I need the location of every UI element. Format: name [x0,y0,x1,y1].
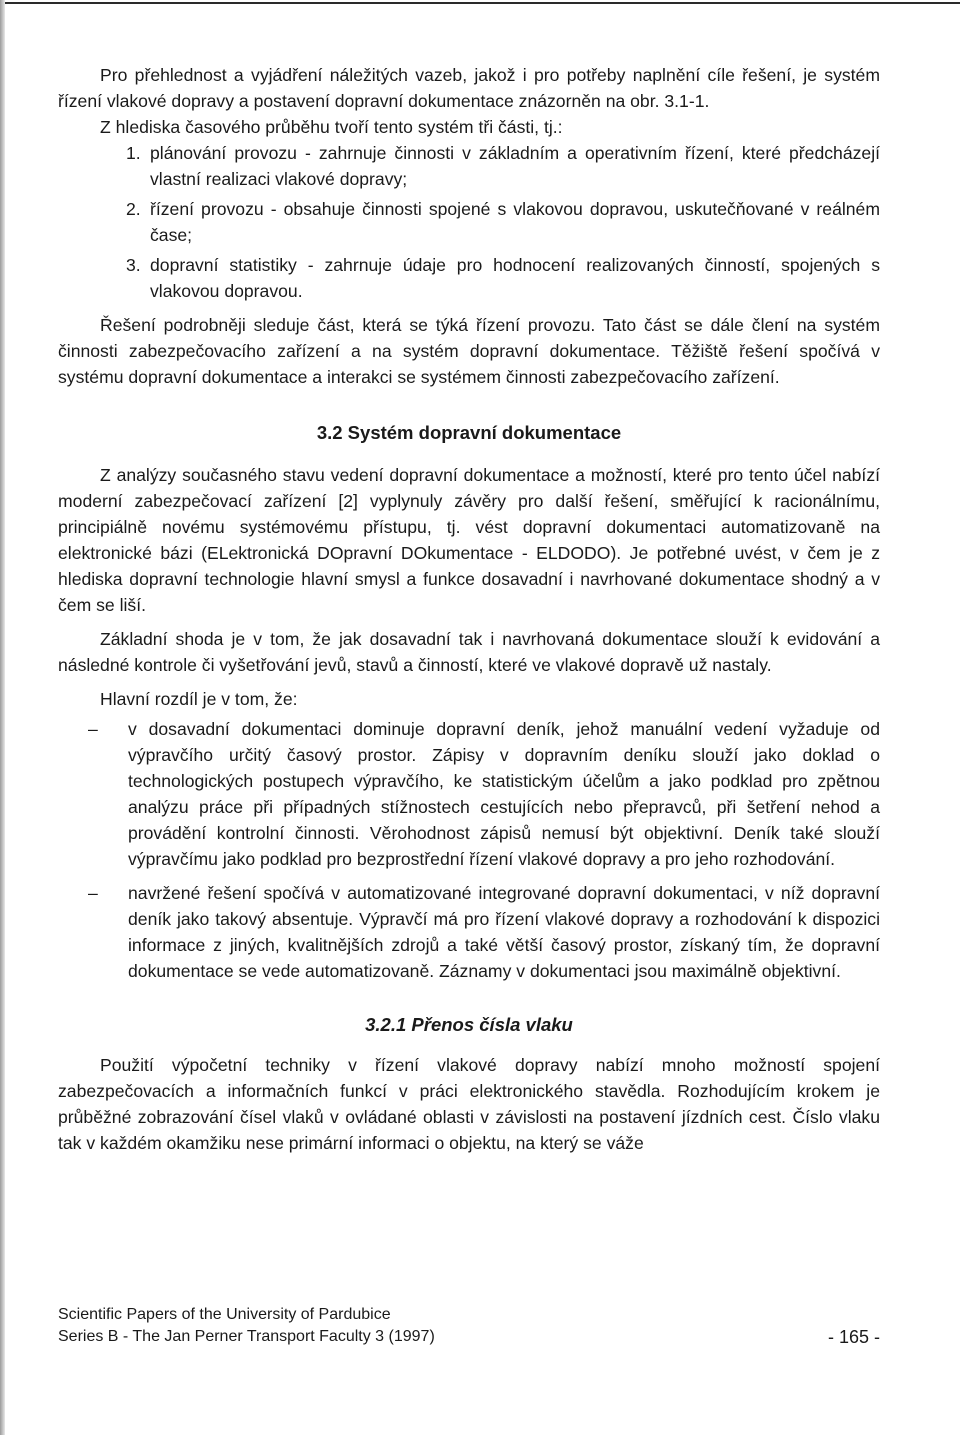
intro-paragraph-1: Pro přehlednost a vyjádření náležitých vazeb, jakož i pro potřeby naplnění cíle řešení, je systém řízení vlakové dopravy a postavení dopravní dokumentace znázorněn na obr. 3.1-1. [58,65,880,111]
dash-item-text: navržené řešení spočívá v automatizované integrované dopravní dokumentaci, v níž dopravní deník jako takový absentuje. Výpravčí má pro řízení vlakové dopravy a rozhodování k dispozici informace z jiných, kvalitnějších zdrojů a také větší časový prostor, získaný tím, že dopravní dokumentace se vede automatizovaně. Záznamy v dokumentaci jsou maximálně objektivní. [128,883,880,981]
list-item [126,196,880,248]
dash-item [88,880,880,984]
section-paragraph-3: Hlavní rozdíl je v tom, že: [100,689,298,709]
list-item [126,252,880,304]
dash-item [88,716,880,872]
scan-left-edge [0,0,5,1435]
top-border-line [0,2,960,4]
dash-marker: – [88,719,98,739]
page-footer [58,1304,880,1348]
page-body [58,62,880,1156]
list-item-number: 3. [126,255,141,275]
footer-row [58,1326,880,1348]
footer-journal-line: Scientific Papers of the University of Pardubice [58,1306,391,1323]
section-paragraph-2: Základní shoda je v tom, že jak dosavadní tak i navrhovaná dokumentace slouží k evidování a následné kontrole či vyšetřování jevů, stavů a činností, které ve vlakové dopravě už nastaly. [58,629,880,675]
numbered-list [126,140,880,304]
section-heading: 3.2 Systém dopravní dokumentace [316,422,622,443]
list-item [126,140,880,192]
list-item-text: plánování provozu - zahrnuje činnosti v základním a operativním řízení, které předcházejí vlastní realizaci vlakové dopravy; [150,143,880,189]
dash-item-text: v dosavadní dokumentaci dominuje dopravní deník, jehož manuální vedení vyžaduje od výpravčího určitý časový prostor. Zápisy v dopravním deníku slouží jako doklad o technologických postupech výpravčího, ke statistickým účelům a jako podklad pro zpětnou analýzu práce při případných stížnostech cestujících nebo přepravců, při šetření nehod a provádění kontrolní činnosti. Věrohodnost zápisů nemusí být objektivní. Deník také slouží výpravčímu jako podklad pro bezprostřední řízení vlakové dopravy a pro jeho rozhodování. [128,719,880,869]
subsection-paragraph-1: Použití výpočetní techniky v řízení vlakové dopravy nabízí mnoho možností spojení zabezpečovacích a informačních funkcí v práci elektronického stavědla. Rozhodujícím krokem je průběžné zobrazování čísel vlaků v ovládané oblasti v závislosti na postavení jízdních cest. Číslo vlaku tak v každém okamžiku nese primární informaci o objektu, na který se váže [58,1055,880,1153]
dash-marker: – [88,883,98,903]
page-number: - 165 - [827,1327,880,1347]
section-paragraph-1: Z analýzy současného stavu vedení dopravní dokumentace a možností, které pro tento účel nabízí moderní zabezpečovací zařízení [2] vyplynuly závěry pro další řešení, směřující k racionálnímu, principiálně novému systémovému přístupu, tj. vést dopravní dokumentaci automatizovaně na elektronické bázi (ELektronická DOpravní DOkumentace - ELDODO). Je potřebné uvést, v čem je z hlediska dopravní technologie hlavní smysl a funkce dosavadní i navrhované dokumentace shodný a v čem se liší. [58,465,880,615]
intro-paragraph-2: Z hlediska časového průběhu tvoří tento systém tři části, tj.: [100,117,563,137]
list-item-number: 1. [126,143,141,163]
list-item-text: dopravní statistiky - zahrnuje údaje pro hodnocení realizovaných činností, spojených s vlakovou dopravou. [150,255,880,301]
footer-series-line: Series B - The Jan Perner Transport Faculty 3 (1997) [58,1328,435,1345]
dash-list [88,716,880,984]
list-item-text: řízení provozu - obsahuje činnosti spojené s vlakovou dopravou, uskutečňované v reálném čase; [150,199,880,245]
list-item-number: 2. [126,199,141,219]
intro-paragraph-3: Řešení podrobněji sleduje část, která se týká řízení provozu. Tato část se dále člení na systém činnosti zabezpečovacího zařízení a na systém dopravní dokumentace. Těžiště řešení spočívá v systému dopravní dokumentace a interakci se systémem činnosti zabezpečovacího zařízení. [58,315,880,387]
subsection-heading: 3.2.1 Přenos čísla vlaku [365,1014,573,1035]
